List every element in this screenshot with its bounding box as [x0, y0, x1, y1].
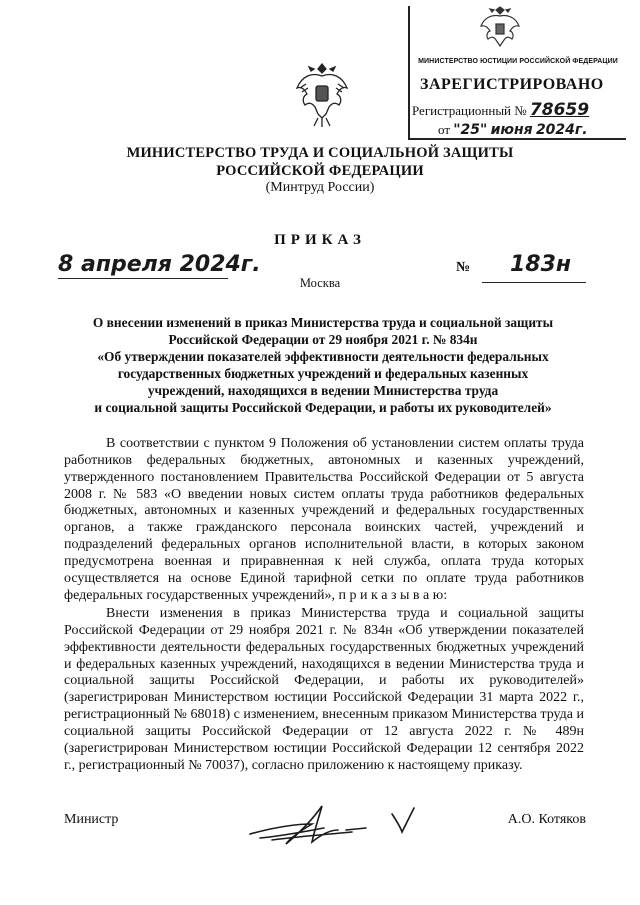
- stamp-date-line: [438, 122, 588, 138]
- order-date-handwritten: 8 апреля 2024г.: [58, 252, 261, 277]
- handwritten-signature: [242, 794, 432, 850]
- ministry-short-name: (Минтруд России): [265, 180, 375, 195]
- subject-line: О внесении изменений в приказ Министерства труда и социальной защиты: [92, 315, 554, 330]
- order-city: Москва: [299, 276, 341, 290]
- order-title: ПРИКАЗ: [274, 232, 366, 248]
- order-number-underline: [482, 282, 586, 283]
- subject-line: и социальной защиты Российской Федерации, и работы их руководителей»: [94, 400, 552, 415]
- registration-stamp: [408, 6, 630, 146]
- stamp-date-year: 2024г.: [535, 122, 588, 138]
- subject-line: Российской Федерации от 29 ноября 2021 г. № 834н: [168, 332, 478, 347]
- body-paragraph-decision: Внести изменения в приказ Министерства труда и социальной защиты Российской Федерации от 29 ноября 2021 г. № 834н «Об утверждении показателей эффективности деятельности федеральных государственных бюджетных учреждений и федеральных казенных учреждений, находящихся в ведении Министерства труда и социальной защиты Российской Федерации, и работы их руководителей» (зарегистрирован Министерством юстиции Российской Федерации 31 марта 2022 г., регистрационный № 68018) с изменением, внесенным приказом Министерства труда и социальной защиты Российской Федерации от 12 августа 2022 г. № 489н (зарегистрирован Министерством юстиции Российской Федерации 12 сентября 2022 г., регистрационный № 70037), согласно приложению к настоящему приказу.: [64, 606, 584, 773]
- stamp-date-month: июня: [490, 122, 533, 138]
- ministry-name: [90, 144, 550, 180]
- stamp-title: ЗАРЕГИСТРИРОВАНО: [420, 76, 604, 93]
- order-number-sign: №: [456, 260, 471, 275]
- stamp-date-day: "25": [453, 122, 488, 138]
- subject-line: «Об утверждении показателей эффективности деятельности федеральных: [97, 349, 549, 364]
- coat-of-arms-icon: [294, 62, 350, 130]
- stamp-eagle-icon: [478, 6, 522, 52]
- signer-role: Министр: [64, 812, 119, 827]
- subject-line: государственных бюджетных учреждений и федеральных казенных: [117, 366, 529, 381]
- stamp-ministry-name: МИНИСТЕРСТВО ЮСТИЦИИ РОССИЙСКОЙ ФЕДЕРАЦИИ: [418, 58, 618, 65]
- ministry-name-line1: МИНИСТЕРСТВО ТРУДА И СОЦИАЛЬНОЙ ЗАЩИТЫ: [126, 145, 514, 161]
- order-number-handwritten: 183н: [510, 252, 572, 277]
- body-paragraph-preamble: В соответствии с пунктом 9 Положения об установлении систем оплаты труда работников федеральных бюджетных, автономных и казенных учреждений, утвержденного постановлением Правительства Российской Федерации от 5 августа 2008 г. № 583 «О введении новых систем оплаты труда работников федеральных бюджетных, автономных и казенных учреждений и федеральных государственных органов, а также гражданского персонала воинских частей, учреждений и подразделений федеральных органов исполнительной власти, в которых законом предусмотрена военная и приравненная к ней служба, оплата труда которых осуществляется на основе Единой тарифной сетки по оплате труда работников федеральных государственных учреждений», п р и к а з ы в а ю:: [64, 436, 584, 603]
- stamp-registration-line: [412, 100, 589, 120]
- subject-line: учреждений, находящихся в ведении Министерства труда: [147, 383, 499, 398]
- stamp-date-prefix: от: [438, 122, 451, 137]
- stamp-reg-number: 78659: [529, 100, 590, 120]
- stamp-reg-label: Регистрационный №: [412, 103, 527, 118]
- ministry-name-line2: РОССИЙСКОЙ ФЕДЕРАЦИИ: [216, 163, 424, 179]
- order-subject: [62, 314, 584, 416]
- order-date-underline: [58, 278, 228, 279]
- signer-name: А.О. Котяков: [507, 812, 586, 827]
